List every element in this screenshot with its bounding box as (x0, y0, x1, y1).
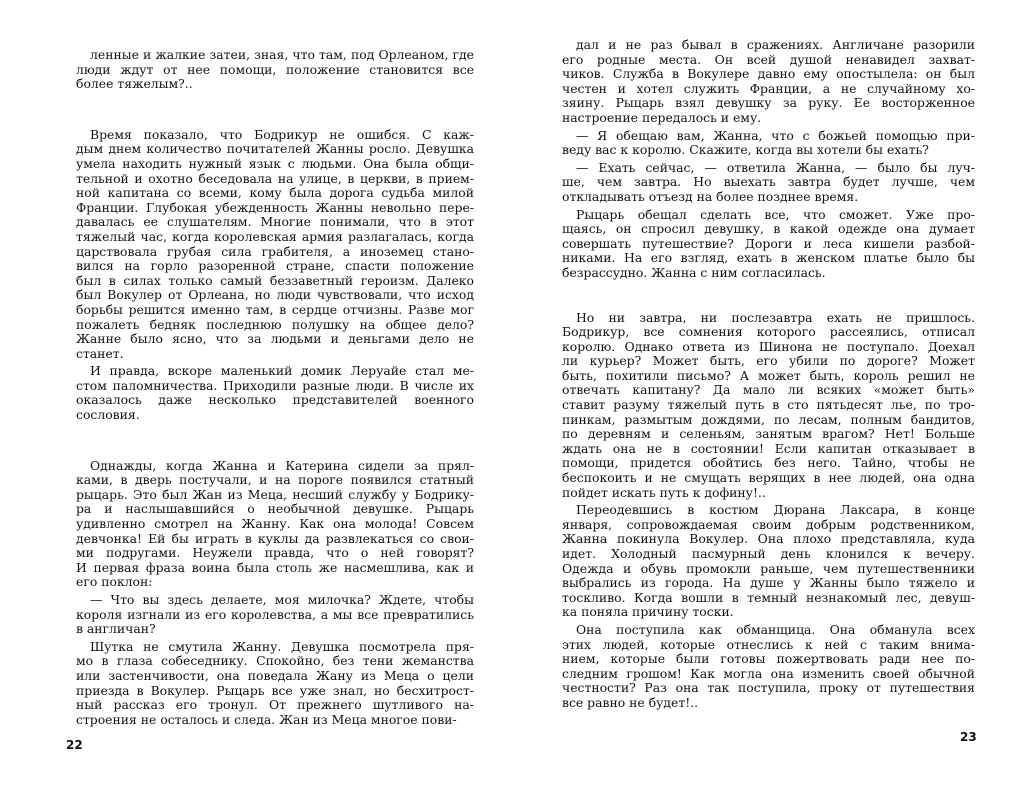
text-line: Но ни завтра, ни послезавтра ехать не пришлось. (576, 310, 975, 325)
text-line: рыцарь. Это был Жан из Меца, несший службу у Бодрику- (76, 487, 474, 502)
left-page (0, 0, 512, 800)
text-line: его поклон: (76, 575, 153, 590)
text-line: борьбы решится именно там, в сердце отчизны. Разве мог (76, 302, 474, 317)
text-line: царствовала грубая сила грабителя, а иноземец стано- (76, 244, 474, 259)
text-line: Переодевшись в костюм Дюрана Лаксара, в конце (576, 503, 975, 518)
text-line: давалась ее слушателям. Многие понимали, что в этот (76, 215, 474, 230)
section-break (76, 423, 474, 459)
text-line: Жанна покинула Вокулер. Она плохо представляла, куда (562, 532, 975, 547)
paragraph (76, 364, 474, 422)
text-line: Рыцарь обещал сделать все, что сможет. Уже про- (576, 207, 975, 222)
text-line: девчонка! Ей бы играть в куклы да развлекаться со свои- (76, 531, 474, 546)
text-line: строения не осталось и следа. Жан из Меца многое пови- (76, 712, 457, 727)
text-line: Бодрикур, все сомнения которого рассеялись, отписал (562, 325, 975, 340)
text-line: Она поступила как обманщица. Она обманула всех (576, 622, 975, 637)
paragraph (562, 129, 975, 158)
text-line: приезда в Вокулер. Рыцарь все уже знал, но бесхитрост- (76, 683, 474, 698)
text-line: — Ехать сейчас, — ответила Жанна, — было бы луч- (576, 160, 975, 175)
text-line: ленные и жалкие затеи, зная, что там, под Орлеаном, где (90, 48, 474, 62)
paragraph (76, 640, 474, 728)
text-line: ждать она не в состоянии! Если капитан отказывает в (562, 441, 975, 456)
text-line: вился на горло разоренной стране, спасти положение (76, 259, 474, 274)
text-line: И первая фраза воина была столь же насмешлива, как и (76, 560, 474, 575)
text-line: был в силах только самый беззаветный героизм. Далеко (76, 273, 474, 288)
text-line: Жанне было ясно, что за людьми и деньгами дело не (76, 332, 474, 347)
text-line: по деревням и селеньям, занятым врагом? Нет! Больше (562, 427, 975, 442)
paragraph (562, 311, 975, 501)
text-line: его родные места. Он всей душой ненавидел захват- (562, 52, 975, 67)
text-line: короля изгнали из его королевства, а мы все превратились (76, 607, 474, 622)
text-line: пойдет искать путь к дофину!.. (562, 485, 766, 500)
text-line: ра и наслышавшийся о необычной девушке. Рыцарь (76, 502, 474, 517)
paragraph (76, 459, 474, 590)
paragraph (562, 503, 975, 620)
text-line: честен и хотел служить Франции, а не случайному хо- (562, 81, 975, 96)
text-line: ный рассказ его тронул. От прежнего шутливого на- (76, 698, 474, 713)
text-line: помощи, придется обойтись без него. Тайно, чтобы не (562, 456, 975, 471)
text-line: никами. На его взгляд, ехать в женском платье было бы (562, 251, 975, 266)
text-line: тоскливо. Когда вошли в темный незнакомый лес, девуш- (562, 590, 975, 605)
text-line: ми подругами. Неужели правда, что о ней говорят? (76, 546, 474, 561)
text-line: станет. (76, 346, 124, 361)
text-line: тельной и охотно беседовала на улице, в церкви, в прием- (76, 171, 474, 186)
text-line: пожалеть бедняк последнюю полушку на общее дело? (76, 317, 474, 332)
paragraph (76, 48, 474, 92)
text-line: — Я обещаю вам, Жанна, что с божьей помощью при- (576, 128, 975, 143)
left-page-text (76, 48, 474, 727)
paragraph (562, 38, 975, 126)
text-line: января, сопровождаемая своим добрым родственником, (562, 517, 975, 532)
text-line: ками, в дверь постучали, и на пороге появился статный (76, 473, 474, 488)
text-line: идет. Холодный пасмурный день клонился к вечеру. (562, 547, 975, 561)
text-line: умела находить нужный язык с людьми. Она была общи- (76, 156, 474, 171)
text-line: Одежда и обувь промокли раньше, чем путешественники (562, 561, 975, 576)
text-line: следним грошом! Как могла она изменить своей обычной (562, 666, 975, 681)
text-line: тяжелый час, когда королевская армия разлагалась, когда (76, 229, 474, 244)
text-line: в англичан? (76, 622, 156, 637)
text-line: честности? Раз она так поступила, проку от путешествия (562, 681, 975, 696)
left-page-number: 22 (66, 738, 83, 752)
paragraph (562, 208, 975, 281)
text-line: беспокоить и не смущать верящих в нее людей, она одна (562, 471, 975, 486)
text-line: откладывать отъезд на более позднее время. (562, 189, 859, 204)
text-line: веду вас к королю. Скажите, когда вы хотели бы ехать? (562, 143, 929, 158)
paragraph (562, 623, 975, 711)
text-line: оказалось даже несколько представителей военного (76, 393, 474, 408)
text-line: ли курьер? Может быть, его убили по дороге? Может (562, 354, 975, 369)
text-line: люди ждут от нее помощи, положение становится все (76, 62, 474, 77)
text-line: этих людей, которые отнеслись к ней с таким внима- (562, 637, 975, 652)
text-line: чиков. Служба в Вокулере давно ему опостылела: он был (562, 67, 975, 82)
text-line: сословия. (76, 408, 140, 423)
paragraph (76, 593, 474, 637)
text-line: Время показало, что Бодрикур не ошибся. С каж- (90, 127, 474, 142)
text-line: безрассудно. Жанна с ним согласилась. (562, 265, 826, 280)
paragraph (562, 161, 975, 205)
text-line: ной капитана со всеми, кому была дорога судьба милой (76, 186, 474, 201)
text-line: пинкам, размытым дождями, по лесам, полным бандитов, (562, 412, 975, 427)
text-line: ше, чем завтра. Но выехать завтра будет лучше, чем (562, 175, 975, 190)
text-line: или застенчивости, она поведала Жану из Меца о цели (76, 668, 474, 683)
text-line: И правда, вскоре маленький домик Леруайе стал ме- (90, 364, 474, 379)
text-line: дым днем количество почитателей Жанны росло. Девушка (76, 142, 474, 157)
text-line: — Что вы здесь делаете, моя милочка? Ждете, чтобы (90, 593, 474, 607)
text-line: Франции. Глубокая убежденность Жанны невольно пере- (76, 200, 474, 215)
text-line: ставит разуму тяжелый путь в сто пятьдесят лье, по тро- (562, 398, 975, 413)
paragraph (76, 128, 474, 362)
text-line: Однажды, когда Жанна и Катерина сидели за прял- (90, 458, 474, 473)
text-line: королю. Однако ответа из Шинона не поступало. Доехал (562, 339, 975, 354)
text-line: был Вокулер от Орлеана, но люди чувствовали, что исход (76, 288, 474, 303)
text-line: совершать путешествие? Дороги и леса кишели разбой- (562, 236, 975, 251)
right-page-text (562, 38, 975, 711)
text-line: Шутка не смутила Жанну. Девушка посмотрела пря- (90, 639, 474, 654)
right-page-number: 23 (960, 730, 977, 744)
text-line: настроение передалось и ему. (562, 110, 762, 125)
text-line: быть, похитили письмо? А может быть, король решил не (562, 368, 975, 383)
text-line: отвечать капитану? Да мало ли всяких «может быть» (562, 383, 975, 398)
text-line: более тяжелым?.. (76, 77, 193, 92)
right-page (512, 0, 1025, 800)
text-line: мо в глаза собеседнику. Спокойно, без тени жеманства (76, 654, 474, 669)
text-line: зяину. Рыцарь взял девушку за руку. Ее восторженное (562, 96, 975, 111)
text-line: ка поняла причину тоски. (562, 605, 734, 620)
text-line: стом паломничества. Приходили разные люди. В числе их (76, 378, 474, 393)
section-break (562, 281, 975, 311)
text-line: нием, которые были готовы пожертвовать ради нее по- (562, 652, 975, 667)
text-line: удивленно смотрел на Жанну. Как она молода! Совсем (76, 517, 474, 532)
text-line: выбрались из города. На душе у Жанны было тяжело и (562, 576, 975, 591)
text-line: дал и не раз бывал в сражениях. Англичане разорили (576, 38, 975, 52)
section-break (76, 92, 474, 128)
text-line: щаясь, он спросил девушку, в какой одежде она думает (562, 222, 975, 237)
text-line: все равно не будет!.. (562, 695, 699, 710)
